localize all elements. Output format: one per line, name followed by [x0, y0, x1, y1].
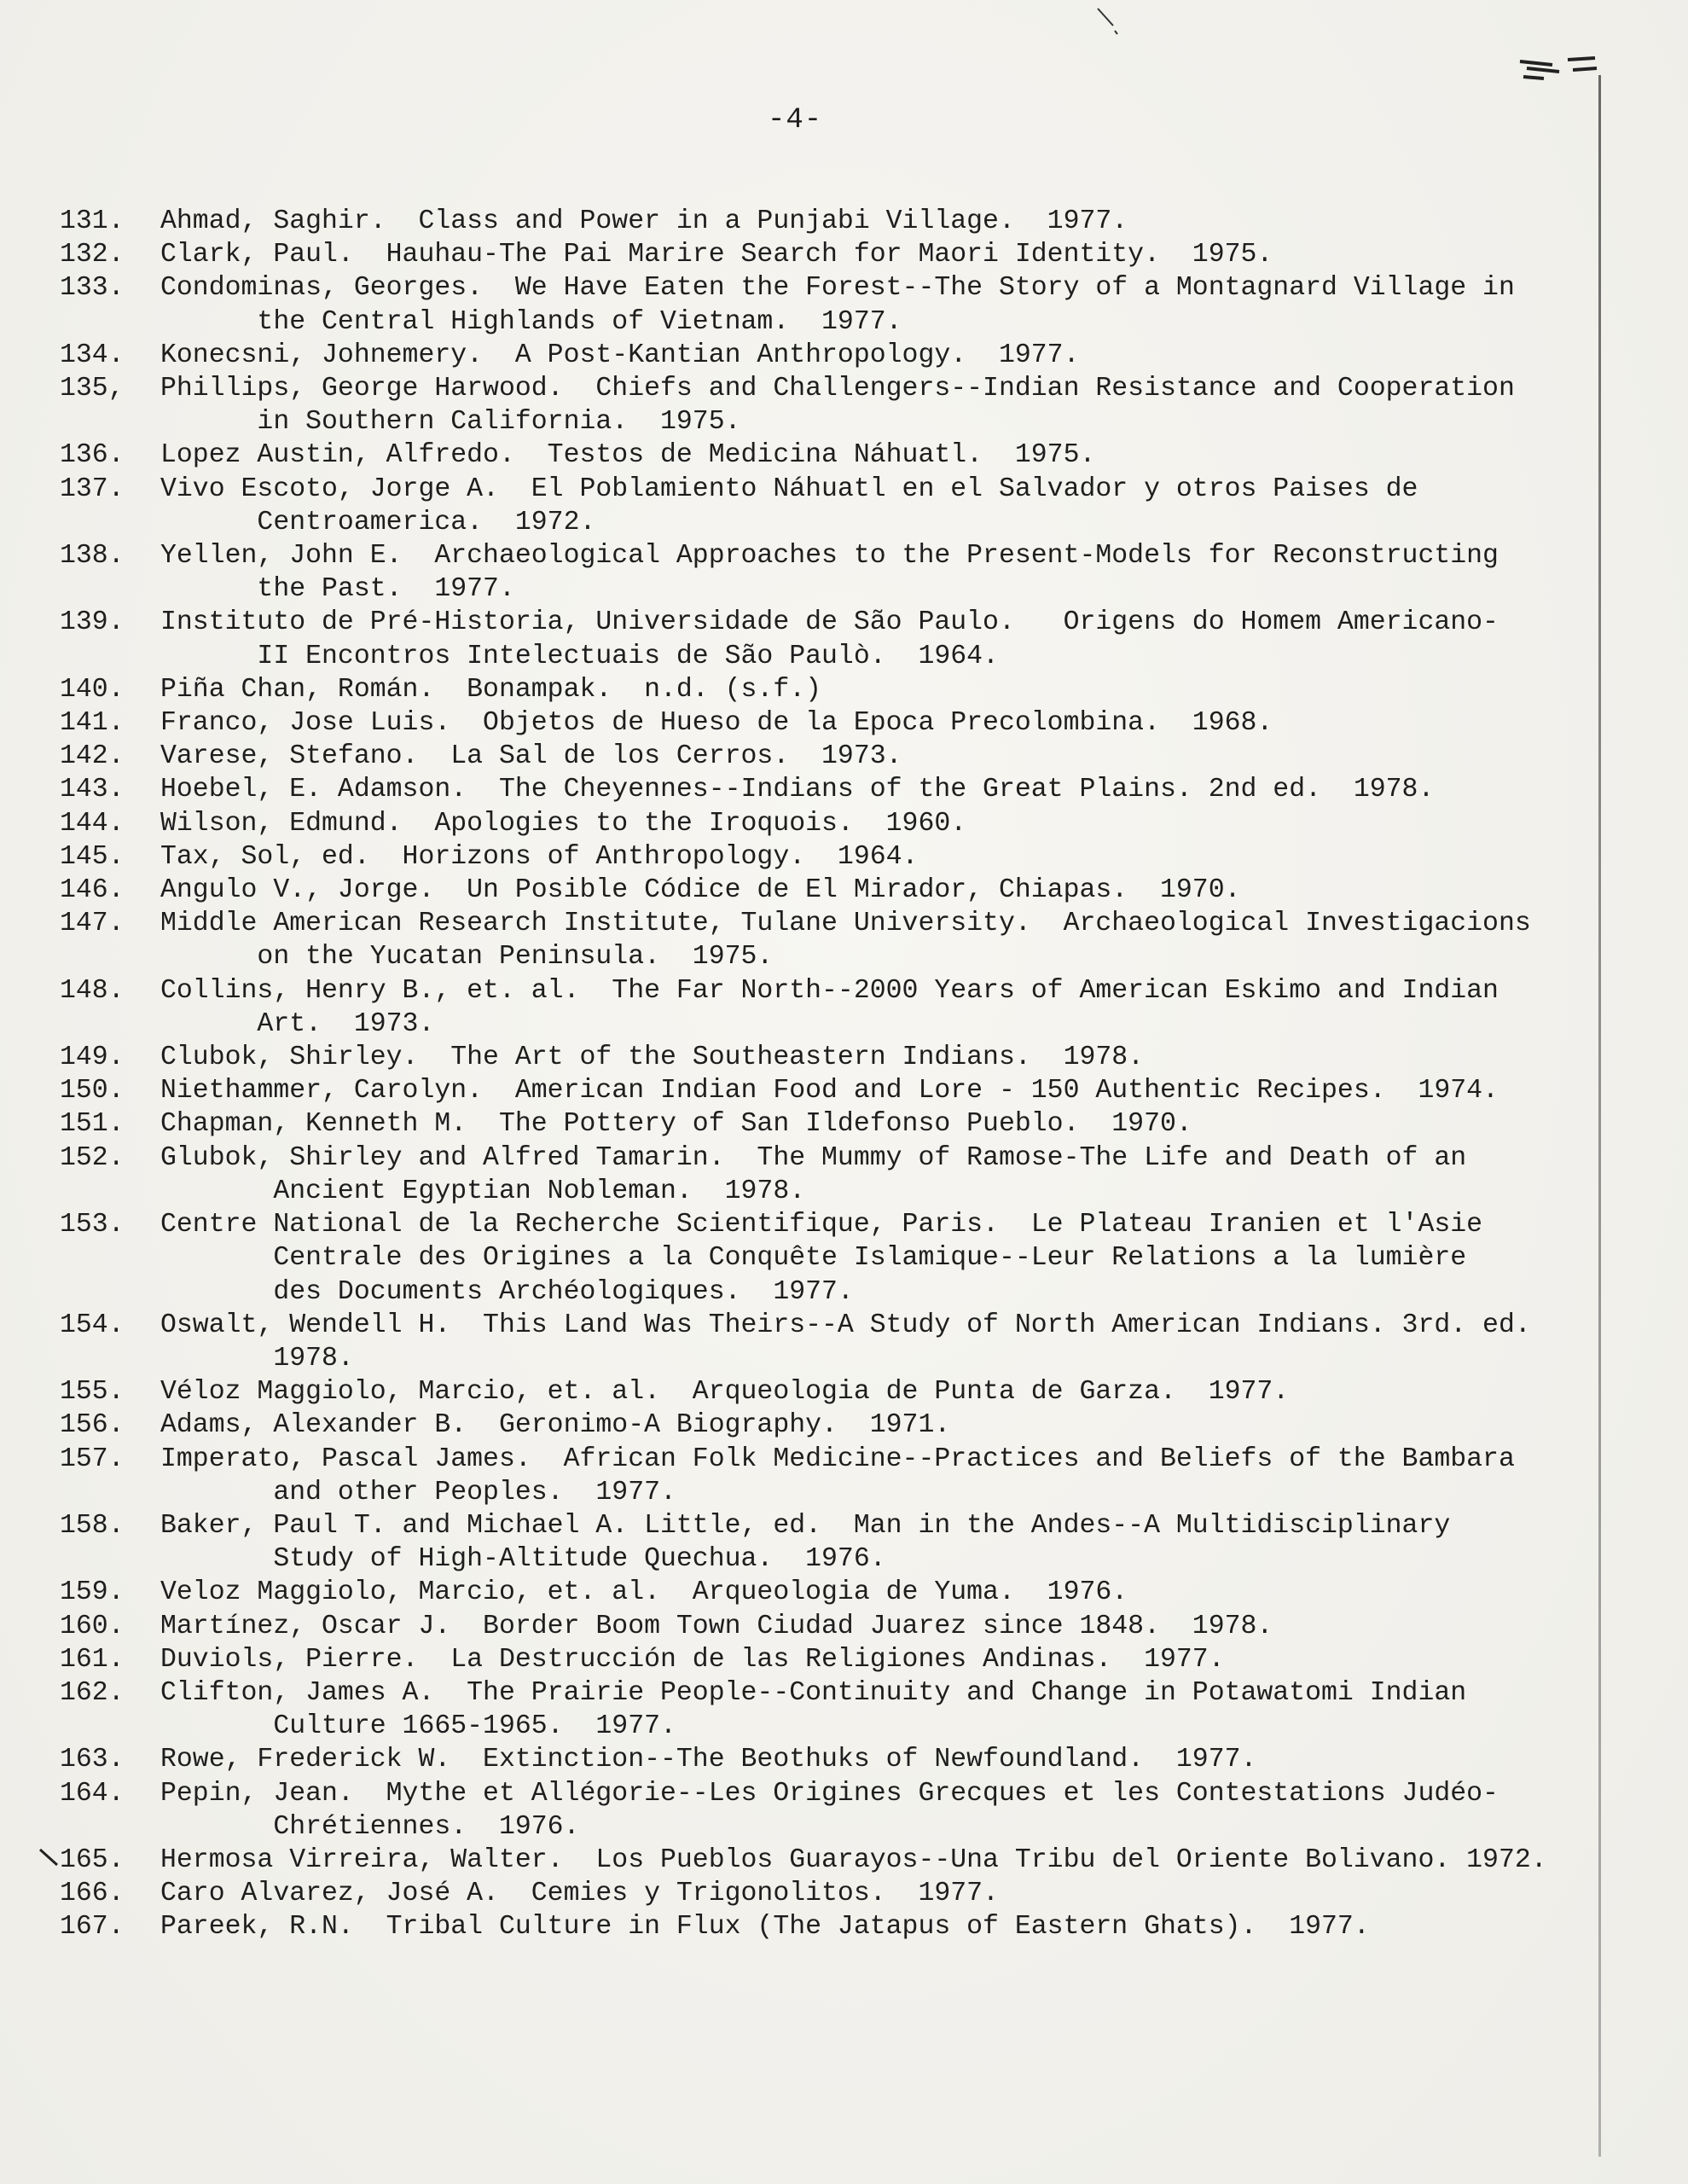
entry-number: 155. [60, 1377, 125, 1408]
bibliography-entry-continuation [60, 1175, 1595, 1208]
bibliography-entry-continuation [60, 572, 1595, 606]
bibliography-entry [60, 1409, 1595, 1442]
right-margin-rule [1598, 75, 1601, 2157]
entry-number: 145. [60, 841, 125, 872]
entry-number [60, 572, 160, 606]
bibliography-entry [60, 473, 1595, 506]
entry-number: 149. [60, 1043, 125, 1073]
entry-number [60, 1810, 160, 1844]
bibliography-entry [60, 1041, 1595, 1074]
entry-text: Lopez Austin, Alfredo. Testos de Medicina Náhuatl. 1975. [160, 440, 1096, 471]
entry-text: des Documents Archéologiques. 1977. [160, 1276, 854, 1307]
entry-text: Caro Alvarez, José A. Cemies y Trigonolitos. 1977. [160, 1879, 999, 1909]
entry-number [60, 506, 160, 539]
entry-text: Tax, Sol, ed. Horizons of Anthropology. 1964. [160, 841, 919, 872]
bibliography-entry [60, 673, 1595, 706]
bibliography-entry [60, 706, 1595, 740]
entry-text: Baker, Paul T. and Michael A. Little, ed. Man in the Andes--A Multidisciplinary [160, 1510, 1451, 1541]
bibliography-entry-continuation [60, 1710, 1595, 1743]
bibliography-entry [60, 1375, 1595, 1409]
entry-text: Martínez, Oscar J. Border Boom Town Ciudad Juarez since 1848. 1978. [160, 1611, 1273, 1641]
entry-text: 1978. [160, 1343, 354, 1374]
bibliography-entry [60, 1910, 1595, 1943]
entry-number [60, 1342, 160, 1375]
entry-text: Rowe, Frederick W. Extinction--The Beothuks of Newfoundland. 1977. [160, 1745, 1257, 1775]
entry-number: 153. [60, 1210, 125, 1240]
bibliography-entry-continuation [60, 1342, 1595, 1375]
bibliography-entry [60, 271, 1595, 305]
entry-text: Varese, Stefano. La Sal de los Cerros. 1973. [160, 741, 902, 772]
entry-number [60, 405, 160, 439]
entry-text: Centrale des Origines a la Conquête Islamique--Leur Relations a la lumière [160, 1243, 1467, 1274]
bibliography-entry [60, 205, 1595, 238]
entry-number: 158. [60, 1510, 125, 1541]
entry-number [60, 640, 160, 673]
entry-text: Ahmad, Saghir. Class and Power in a Punjabi Village. 1977. [160, 206, 1128, 236]
bibliography-entry-continuation [60, 640, 1595, 673]
entry-text: Hoebel, E. Adamson. The Cheyennes--Indians of the Great Plains. 2nd ed. 1978. [160, 775, 1435, 805]
entry-text: Oswalt, Wendell H. This Land Was Theirs--A Study of North American Indians. 3rd. ed. [160, 1310, 1531, 1340]
entry-number: 162. [60, 1677, 125, 1708]
entry-number: 139. [60, 607, 125, 638]
bibliography-entry [60, 439, 1595, 472]
entry-number [60, 940, 160, 973]
entry-text: Clark, Paul. Hauhau-The Pai Marire Search for Maori Identity. 1975. [160, 240, 1273, 270]
entry-text: Piña Chan, Román. Bonampak. n.d. (s.f.) [160, 674, 822, 705]
entry-text: Centre National de la Recherche Scientifique, Paris. Le Plateau Iranien et l'Asie [160, 1210, 1483, 1240]
entry-text: Vivo Escoto, Jorge A. El Poblamiento Náhuatl en el Salvador y otros Paises de [160, 473, 1418, 504]
entry-number [60, 305, 160, 339]
entry-text: Franco, Jose Luis. Objetos de Hueso de la Epoca Precolombina. 1968. [160, 708, 1273, 739]
entry-number: 140. [60, 674, 125, 705]
bibliography-entry [60, 1309, 1595, 1342]
entry-text: Niethammer, Carolyn. American Indian Food and Lore - 150 Authentic Recipes. 1974. [160, 1076, 1499, 1107]
entry-text: Angulo V., Jorge. Un Posible Códice de El Mirador, Chiapas. 1970. [160, 875, 1241, 906]
entry-number: 142. [60, 741, 125, 772]
bibliography-entry [60, 1107, 1595, 1141]
entry-number: 138. [60, 541, 125, 572]
entry-number [60, 1710, 160, 1743]
bibliography-entry-continuation [60, 405, 1595, 439]
entry-text: Glubok, Shirley and Alfred Tamarin. The Mummy of Ramose-The Life and Death of an [160, 1142, 1467, 1173]
entry-number: 160. [60, 1611, 125, 1641]
bibliography-entry [60, 807, 1595, 840]
corner-ink-mark [1518, 53, 1599, 87]
entry-number: 132. [60, 240, 125, 270]
entry-number [60, 1476, 160, 1509]
entry-text: II Encontros Intelectuais de São Paulò. 1964. [160, 641, 999, 671]
bibliography-list [60, 205, 1595, 1944]
entry-text: Art. 1973. [160, 1008, 435, 1039]
entry-number [60, 1275, 160, 1309]
entry-number: 135, [60, 374, 125, 404]
bibliography-entry [60, 1777, 1595, 1810]
entry-text: Véloz Maggiolo, Marcio, et. al. Arqueologia de Punta de Garza. 1977. [160, 1377, 1290, 1408]
entry-text: in Southern California. 1975. [160, 407, 741, 438]
entry-text: Pareek, R.N. Tribal Culture in Flux (The Jatapus of Eastern Ghats). 1977. [160, 1912, 1370, 1943]
bibliography-entry [60, 1576, 1595, 1609]
bibliography-entry [60, 840, 1595, 874]
entry-text: Instituto de Pré-Historia, Universidade de São Paulo. Origens do Homem Americano- [160, 607, 1499, 638]
bibliography-entry [60, 1610, 1595, 1643]
entry-text: Yellen, John E. Archaeological Approaches to the Present-Models for Reconstructing [160, 541, 1499, 572]
entry-number: 150. [60, 1076, 125, 1107]
entry-number [60, 1008, 160, 1041]
entry-number: 167. [60, 1912, 125, 1943]
bibliography-entry [60, 539, 1595, 572]
entry-text: Konecsni, Johnemery. A Post-Kantian Anthropology. 1977. [160, 340, 1080, 370]
entry-number: 141. [60, 708, 125, 739]
check-mark [38, 1848, 60, 1867]
entry-number: 151. [60, 1109, 125, 1140]
entry-number: 144. [60, 808, 125, 839]
entry-number: 152. [60, 1142, 125, 1173]
entry-text: on the Yucatan Peninsula. 1975. [160, 942, 774, 973]
bibliography-entry-continuation [60, 1476, 1595, 1509]
bibliography-entry-continuation [60, 1241, 1595, 1275]
bibliography-entry [60, 1074, 1595, 1107]
bibliography-entry-continuation [60, 1008, 1595, 1041]
entry-text: Imperato, Pascal James. African Folk Medicine--Practices and Beliefs of the Bambara [160, 1443, 1515, 1474]
entry-text: Wilson, Edmund. Apologies to the Iroquois. 1960. [160, 808, 967, 839]
bibliography-entry [60, 339, 1595, 372]
bibliography-entry-continuation [60, 1275, 1595, 1309]
bibliography-entry [60, 1141, 1595, 1175]
bibliography-entry [60, 1509, 1595, 1542]
entry-text: Phillips, George Harwood. Chiefs and Challengers--Indian Resistance and Cooperation [160, 374, 1515, 404]
bibliography-entry-continuation [60, 1542, 1595, 1576]
entry-number: 136. [60, 440, 125, 471]
bibliography-entry [60, 907, 1595, 940]
entry-text: Clubok, Shirley. The Art of the Southeastern Indians. 1978. [160, 1043, 1145, 1073]
bibliography-entry [60, 874, 1595, 907]
bibliography-entry-continuation [60, 305, 1595, 339]
entry-text: Chrétiennes. 1976. [160, 1811, 580, 1842]
entry-number: 165. [60, 1844, 125, 1875]
entry-text: Collins, Henry B., et. al. The Far North--2000 Years of American Eskimo and Indian [160, 975, 1499, 1006]
entry-number: 148. [60, 975, 125, 1006]
entry-text: Ancient Egyptian Nobleman. 1978. [160, 1176, 806, 1206]
entry-number: 137. [60, 473, 125, 504]
entry-number: 161. [60, 1644, 125, 1675]
bibliography-entry [60, 1877, 1595, 1910]
entry-number: 131. [60, 206, 125, 236]
entry-text: Condominas, Georges. We Have Eaten the Forest--The Story of a Montagnard Village in [160, 273, 1515, 304]
entry-number: 156. [60, 1410, 125, 1441]
entry-number: 163. [60, 1745, 125, 1775]
entry-text: Veloz Maggiolo, Marcio, et. al. Arqueologia de Yuma. 1976. [160, 1577, 1128, 1608]
bibliography-entry-continuation [60, 1810, 1595, 1844]
bibliography-entry [60, 1844, 1595, 1877]
entry-text: and other Peoples. 1977. [160, 1477, 676, 1507]
entry-number: 164. [60, 1778, 125, 1809]
bibliography-entry [60, 773, 1595, 806]
entry-number [60, 1241, 160, 1275]
bibliography-entry [60, 740, 1595, 773]
bibliography-entry [60, 1743, 1595, 1776]
stray-pen-mark [1094, 5, 1128, 39]
entry-text: Clifton, James A. The Prairie People--Continuity and Change in Potawatomi Indian [160, 1677, 1467, 1708]
entry-number: 146. [60, 875, 125, 906]
entry-number: 143. [60, 775, 125, 805]
entry-number: 157. [60, 1443, 125, 1474]
bibliography-entry-continuation [60, 506, 1595, 539]
bibliography-entry [60, 1643, 1595, 1676]
entry-number [60, 1542, 160, 1576]
page-number: -4- [768, 104, 823, 136]
bibliography-entry [60, 372, 1595, 405]
bibliography-entry [60, 1443, 1595, 1476]
entry-text: Middle American Research Institute, Tulane University. Archaeological Investigacions [160, 909, 1531, 939]
entry-number [60, 1175, 160, 1208]
bibliography-entry [60, 606, 1595, 639]
entry-number: 159. [60, 1577, 125, 1608]
entry-text: Chapman, Kenneth M. The Pottery of San Ildefonso Pueblo. 1970. [160, 1109, 1192, 1140]
entry-number: 154. [60, 1310, 125, 1340]
entry-number: 133. [60, 273, 125, 304]
entry-number: 147. [60, 909, 125, 939]
entry-text: the Past. 1977. [160, 574, 515, 605]
entry-text: Duviols, Pierre. La Destrucción de las Religiones Andinas. 1977. [160, 1644, 1225, 1675]
bibliography-entry [60, 1208, 1595, 1241]
entry-text: Centroamerica. 1972. [160, 507, 596, 537]
bibliography-entry [60, 974, 1595, 1008]
entry-text: Culture 1665-1965. 1977. [160, 1711, 676, 1742]
entry-number: 134. [60, 340, 125, 370]
entry-text: the Central Highlands of Vietnam. 1977. [160, 306, 902, 337]
entry-text: Study of High-Altitude Quechua. 1976. [160, 1544, 886, 1575]
entry-number: 166. [60, 1879, 125, 1909]
entry-text: Hermosa Virreira, Walter. Los Pueblos Guarayos--Una Tribu del Oriente Bolivano. 1972. [160, 1844, 1547, 1875]
entry-text: Adams, Alexander B. Geronimo-A Biography. 1971. [160, 1410, 951, 1441]
bibliography-entry [60, 1676, 1595, 1710]
entry-text: Pepin, Jean. Mythe et Allégorie--Les Origines Grecques et les Contestations Judéo- [160, 1778, 1499, 1809]
bibliography-entry [60, 238, 1595, 271]
bibliography-entry-continuation [60, 940, 1595, 973]
